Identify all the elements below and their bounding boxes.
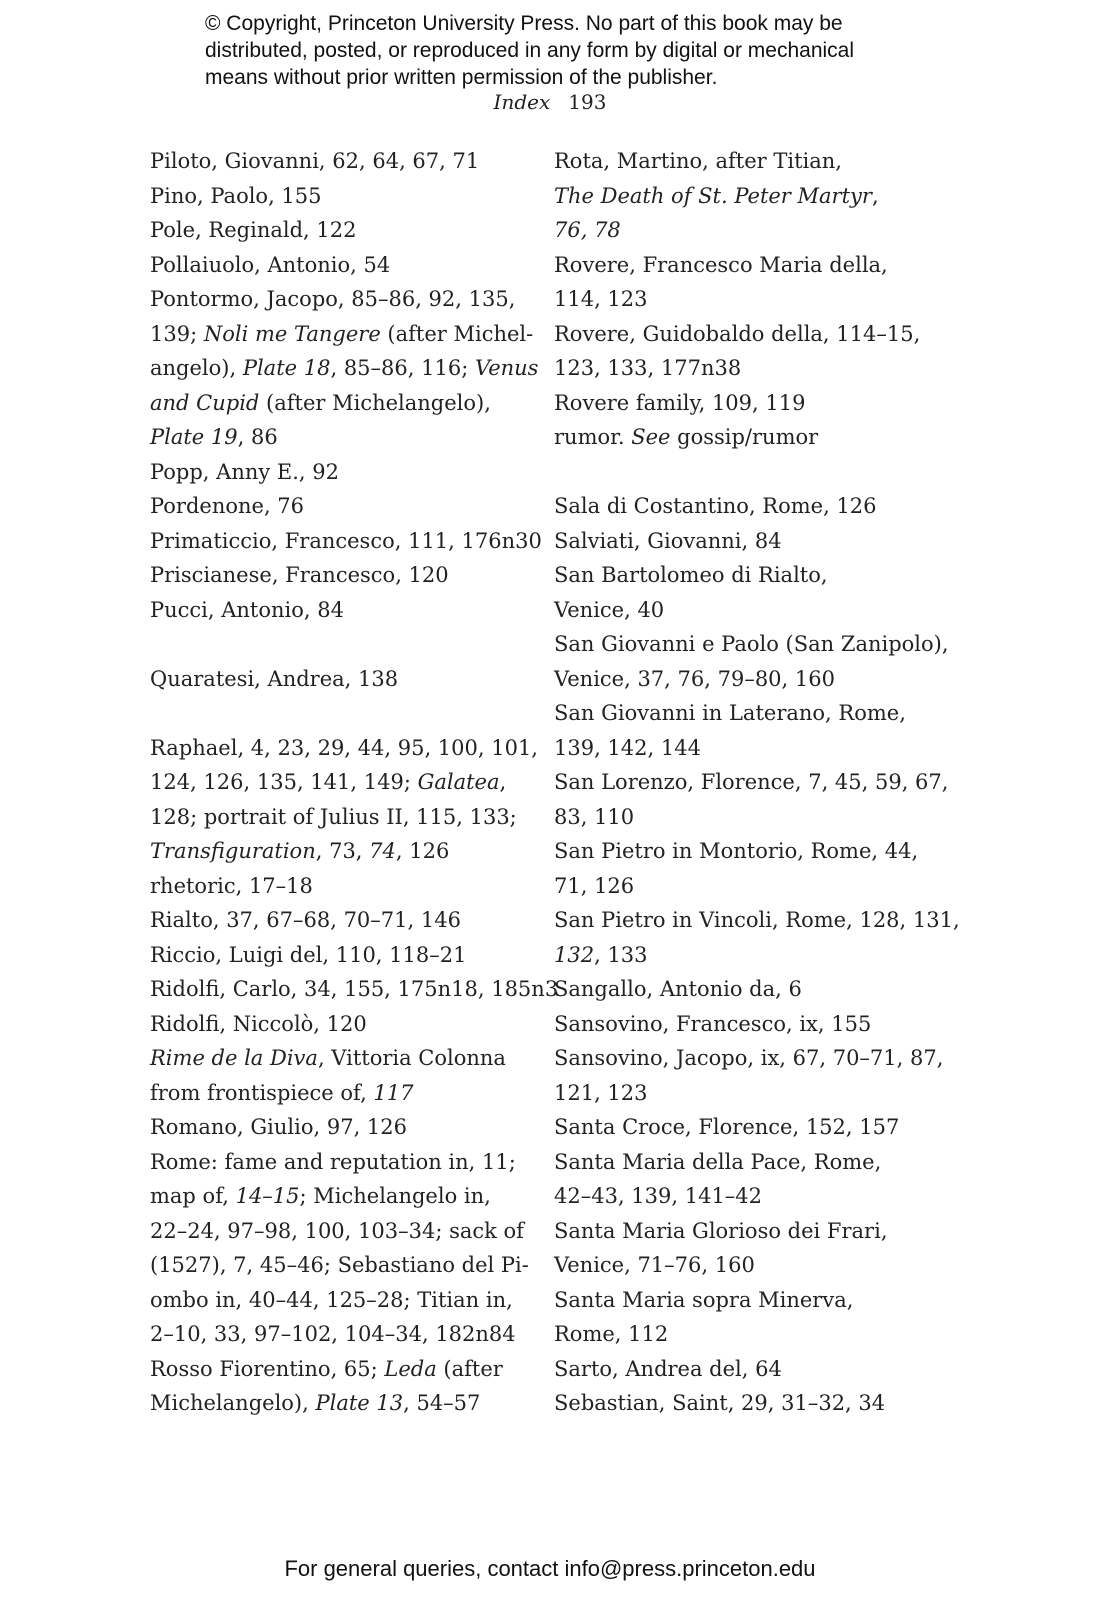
index-entry-line: [150, 1145, 545, 1180]
index-entry-line: [554, 1317, 949, 1352]
entry-text: 121, 123: [554, 1080, 648, 1105]
index-entry: [554, 386, 949, 421]
index-entry-line: [554, 558, 949, 593]
index-entry-line: [150, 351, 545, 386]
entry-text: rumor.: [554, 425, 632, 449]
entry-text: 2–10, 33, 97–102, 104–34, 182n84: [150, 1322, 516, 1346]
index-entry-line: [150, 834, 545, 869]
italic-text: Venus: [474, 356, 539, 380]
entry-text: 83, 110: [554, 804, 635, 829]
entry-text: Rialto, 37, 67–68, 70–71, 146: [150, 908, 461, 932]
entry-text: Santa Maria Glorioso dei Frari,: [554, 1218, 888, 1243]
index-entry-line: [554, 1214, 949, 1249]
entry-text: Pino, Paolo, 155: [150, 183, 322, 208]
entry-text: , 86: [237, 425, 278, 449]
entry-text: ,: [499, 770, 507, 794]
index-entry: [554, 1386, 949, 1421]
italic-text: Leda: [384, 1356, 437, 1381]
entry-text: San Giovanni e Paolo (San Zanipolo),: [554, 632, 949, 656]
index-entry-line: [150, 317, 545, 352]
italic-text: See: [631, 425, 671, 449]
italic-text: Transfiguration: [150, 839, 316, 863]
index-entry: [150, 179, 545, 214]
entry-text: Pordenone, 76: [150, 494, 305, 518]
italic-text: Plate 13: [315, 1391, 404, 1415]
entry-text: Rota, Martino, after Titian,: [554, 149, 842, 173]
entry-text: , 54–57: [403, 1391, 481, 1415]
letter-group-gap: [150, 627, 545, 662]
index-entry-line: [554, 1007, 949, 1042]
index-entry-line: [150, 558, 545, 593]
index-entry-line: [554, 179, 949, 214]
index-entry-line: [554, 351, 949, 386]
index-entry-line: [554, 1041, 949, 1076]
index-entry-line: [554, 317, 949, 352]
index-entry-line: [150, 593, 545, 628]
index-entry-line: [554, 938, 949, 973]
index-entry-line: [554, 662, 949, 697]
index-entry-line: [554, 1283, 949, 1318]
entry-text: Rome: fame and reputation in, 11;: [150, 1149, 516, 1174]
entry-text: gossip/rumor: [670, 425, 819, 449]
index-entry-line: [554, 282, 949, 317]
index-entry: [150, 1352, 545, 1421]
entry-text: Pole, Reginald, 122: [150, 218, 357, 242]
entry-text: 42–43, 139, 141–42: [554, 1184, 763, 1208]
index-entry-line: [150, 455, 545, 490]
entry-text: San Giovanni in Laterano, Rome,: [554, 701, 906, 725]
entry-text: Sangallo, Antonio da, 6: [554, 977, 802, 1001]
letter-group-gap: [554, 455, 949, 490]
copyright-line: distributed, posted, or reproduced in any form by digital or mechanical: [205, 39, 855, 62]
italic-text: 14–15: [235, 1184, 300, 1208]
index-entry-line: [150, 765, 545, 800]
index-entry: [554, 1110, 949, 1145]
index-entry-line: [554, 834, 949, 869]
entry-text: Santa Croce, Florence, 152, 157: [554, 1115, 900, 1139]
page-number: 193: [568, 90, 607, 114]
entry-text: angelo),: [150, 356, 243, 380]
index-entry: [150, 248, 545, 283]
index-entry: [150, 144, 545, 179]
index-entry-line: [150, 1283, 545, 1318]
index-entry-line: [150, 903, 545, 938]
entry-text: rhetoric, 17–18: [150, 873, 313, 898]
entry-text: Pontormo, Jacopo, 85–86, 92, 135,: [150, 287, 516, 311]
index-entry-line: [554, 765, 949, 800]
entry-text: Primaticcio, Francesco, 111, 176n30: [150, 528, 542, 553]
index-entry-line: [150, 1110, 545, 1145]
index-entry: [554, 1041, 949, 1110]
index-entry: [150, 662, 545, 697]
italic-text: 117: [373, 1080, 414, 1105]
running-head-label: Index: [493, 90, 551, 114]
entry-text: Venice, 71–76, 160: [554, 1253, 755, 1277]
entry-text: Riccio, Luigi del, 110, 118–21: [150, 942, 467, 967]
index-entry: [150, 489, 545, 524]
entry-text: Ridolfi, Carlo, 34, 155, 175n18, 185n3: [150, 977, 559, 1001]
entry-text: 114, 123: [554, 287, 648, 311]
index-entry-line: [554, 800, 949, 835]
italic-text: 76, 78: [554, 218, 621, 242]
index-entry-line: [554, 213, 949, 248]
entry-text: , 133: [594, 942, 648, 967]
copyright-notice: [205, 10, 925, 91]
index-entry-line: [150, 731, 545, 766]
entry-text: Sebastian, Saint, 29, 31–32, 34: [554, 1391, 886, 1415]
index-entry: [554, 524, 949, 559]
copyright-line: means without prior written permission of the publisher.: [205, 66, 718, 89]
italic-text: Noli me Tangere: [203, 321, 381, 346]
index-entry: [554, 627, 949, 696]
running-head: [0, 88, 1100, 116]
index-entry: [554, 248, 949, 317]
index-entry-line: [150, 489, 545, 524]
index-entry-line: [554, 1110, 949, 1145]
index-entry-line: [150, 1007, 545, 1042]
index-entry: [150, 1145, 545, 1352]
entry-text: Rosso Fiorentino, 65;: [150, 1356, 385, 1381]
entry-text: Pucci, Antonio, 84: [150, 597, 344, 622]
entry-text: ombo in, 40–44, 125–28; Titian in,: [150, 1287, 513, 1312]
entry-text: Rovere, Guidobaldo della, 114–15,: [554, 321, 921, 346]
entry-text: 123, 133, 177n38: [554, 356, 742, 380]
entry-text: San Bartolomeo di Rialto,: [554, 563, 828, 587]
entry-text: Sarto, Andrea del, 64: [554, 1356, 782, 1381]
index-entry-line: [554, 1076, 949, 1111]
entry-text: (after: [436, 1356, 503, 1381]
entry-text: Rovere, Francesco Maria della,: [554, 252, 888, 277]
index-entry-line: [554, 524, 949, 559]
entry-text: from frontispiece of,: [150, 1080, 374, 1105]
entry-text: Salviati, Giovanni, 84: [554, 528, 782, 553]
index-entry-line: [150, 420, 545, 455]
index-entry-line: [554, 1386, 949, 1421]
entry-text: Popp, Anny E., 92: [150, 459, 339, 484]
index-entry-line: [554, 1248, 949, 1283]
index-entry: [554, 558, 949, 627]
italic-text: 74: [369, 839, 396, 863]
index-entry: [150, 938, 545, 973]
entry-text: 22–24, 97–98, 100, 103–34; sack of: [150, 1218, 524, 1243]
index-entry: [150, 972, 559, 1007]
index-entry-line: [150, 213, 545, 248]
entry-text: , Vittoria Colonna: [317, 1046, 506, 1070]
index-entry: [554, 696, 949, 765]
index-entry-line: [554, 903, 960, 938]
entry-text: 128; portrait of Julius II, 115, 133;: [150, 804, 517, 829]
index-entry: [150, 593, 545, 628]
index-entry-line: [150, 1076, 545, 1111]
entry-text: 139, 142, 144: [554, 735, 701, 760]
index-entry-line: [150, 800, 545, 835]
index-entry-line: [150, 869, 545, 904]
index-entry-line: [554, 696, 949, 731]
index-entry-line: [554, 869, 949, 904]
index-entry-line: [150, 1041, 545, 1076]
index-entry-line: [150, 1317, 545, 1352]
italic-text: Rime de la Diva: [150, 1046, 318, 1070]
index-entry-line: [554, 248, 949, 283]
index-entry: [554, 1283, 949, 1352]
index-entry-line: [150, 282, 545, 317]
index-entry-line: [554, 489, 949, 524]
entry-text: Rovere family, 109, 119: [554, 390, 806, 415]
index-entry: [150, 903, 545, 938]
index-entry: [150, 213, 545, 248]
index-entry: [150, 455, 545, 490]
index-entry-line: [150, 1214, 545, 1249]
index-entry-line: [554, 972, 949, 1007]
entry-text: Santa Maria della Pace, Rome,: [554, 1149, 882, 1174]
index-entry: [150, 869, 545, 904]
index-entry: [554, 1145, 949, 1214]
italic-text: Plate 18: [242, 356, 331, 380]
index-entry: [554, 765, 949, 834]
entry-text: Piloto, Giovanni, 62, 64, 67, 71: [150, 149, 480, 173]
index-entry: [150, 1041, 545, 1110]
entry-text: Priscianese, Francesco, 120: [150, 563, 449, 587]
index-entry: [554, 834, 949, 903]
entry-text: , 85–86, 116;: [330, 356, 475, 380]
index-entry-line: [150, 144, 545, 179]
entry-text: San Lorenzo, Florence, 7, 45, 59, 67,: [554, 770, 949, 794]
entry-text: 139;: [150, 321, 204, 346]
index-entry: [554, 972, 949, 1007]
entry-text: Sansovino, Francesco, ix, 155: [554, 1011, 872, 1036]
index-entry-line: [554, 593, 949, 628]
index-entry-line: [150, 1248, 545, 1283]
index-entry: [150, 731, 545, 869]
index-entry-line: [150, 248, 545, 283]
entry-text: (1527), 7, 45–46; Sebastiano del Pi-: [150, 1253, 529, 1277]
index-entry: [150, 282, 545, 455]
italic-text: The Death of St. Peter Martyr: [554, 183, 872, 208]
entry-text: Venice, 40: [554, 597, 665, 622]
entry-text: Pollaiuolo, Antonio, 54: [150, 252, 391, 277]
index-entry-line: [150, 938, 545, 973]
italic-text: and Cupid: [150, 390, 260, 415]
entry-text: Sala di Costantino, Rome, 126: [554, 494, 877, 518]
index-entry-line: [150, 386, 545, 421]
index-entry: [554, 317, 949, 386]
entry-text: San Pietro in Montorio, Rome, 44,: [554, 839, 919, 863]
entry-text: map of,: [150, 1184, 236, 1208]
entry-text: Rome, 112: [554, 1322, 669, 1346]
index-entry: [554, 1352, 949, 1387]
index-entry-line: [150, 972, 559, 1007]
entry-text: Sansovino, Jacopo, ix, 67, 70–71, 87,: [554, 1046, 944, 1070]
index-entry: [150, 558, 545, 593]
entry-text: , 73,: [315, 839, 370, 863]
index-entry-line: [150, 524, 545, 559]
index-entry-line: [150, 1386, 545, 1421]
entry-text: Ridolfi, Niccolò, 120: [150, 1011, 367, 1036]
entry-text: Venice, 37, 76, 79–80, 160: [554, 666, 835, 691]
entry-text: (after Michelangelo),: [259, 390, 491, 415]
index-entry: [554, 489, 949, 524]
index-column-left: [150, 144, 559, 1421]
entry-text: ; Michelangelo in,: [299, 1184, 491, 1208]
index-entry-line: [554, 1179, 949, 1214]
copyright-line: © Copyright, Princeton University Press. No part of this book may be: [205, 12, 843, 35]
index-column-right: [554, 144, 960, 1421]
index-entry: [554, 420, 949, 455]
italic-text: Galatea: [417, 770, 500, 794]
entry-text: 71, 126: [554, 873, 635, 898]
index-entry: [150, 524, 545, 559]
index-entry-line: [554, 627, 949, 662]
entry-text: Raphael, 4, 23, 29, 44, 95, 100, 101,: [150, 735, 538, 760]
index-entry: [150, 1110, 545, 1145]
letter-group-gap: [150, 696, 545, 731]
index-entry: [554, 1214, 949, 1283]
index-entry-line: [150, 1179, 545, 1214]
entry-text: (after Michel-: [380, 321, 534, 346]
index-entry-line: [554, 420, 949, 455]
index-entry-line: [150, 179, 545, 214]
entry-text: Quaratesi, Andrea, 138: [150, 666, 399, 691]
index-entry: [554, 1007, 949, 1042]
entry-text: Michelangelo),: [150, 1391, 316, 1415]
index-entry: [554, 903, 960, 972]
index-entry: [554, 144, 949, 248]
index-entry-line: [150, 662, 545, 697]
index-entry-line: [554, 386, 949, 421]
entry-text: ,: [871, 183, 879, 208]
index-entry-line: [554, 731, 949, 766]
entry-text: , 126: [395, 839, 450, 863]
entry-text: Santa Maria sopra Minerva,: [554, 1287, 854, 1312]
index-entry-line: [554, 1352, 949, 1387]
italic-text: Plate 19: [150, 425, 238, 449]
index-entry-line: [554, 1145, 949, 1180]
index-entry-line: [554, 144, 949, 179]
footer-contact: For general queries, contact info@press.princeton.edu: [284, 1556, 816, 1581]
entry-text: 124, 126, 135, 141, 149;: [150, 770, 418, 794]
entry-text: Romano, Giulio, 97, 126: [150, 1115, 408, 1139]
index-entry-line: [150, 1352, 545, 1387]
italic-text: 132: [554, 942, 595, 967]
index-entry: [150, 1007, 545, 1042]
entry-text: San Pietro in Vincoli, Rome, 128, 131,: [554, 908, 960, 932]
